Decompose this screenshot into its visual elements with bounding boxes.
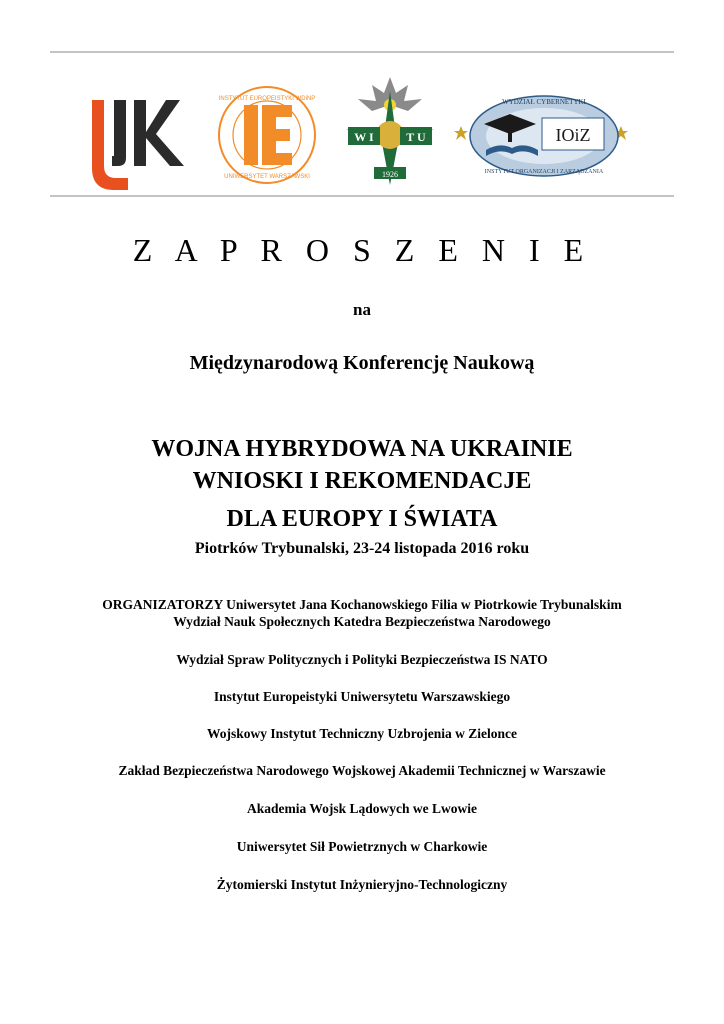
place-date: Piotrków Trybunalski, 23-24 listopada 2016 roku xyxy=(194,540,530,557)
organizer-line: Wydział Nauk Społecznych Katedra Bezpieczeństwa Narodowego xyxy=(173,614,551,629)
conference-topic-line: WNIOSKI I REKOMENDACJE xyxy=(192,468,532,494)
organizer-line: Wydział Spraw Politycznych i Polityki Bezpieczeństwa IS NATO xyxy=(176,652,548,667)
conference-topic-line: WOJNA HYBRYDOWA NA UKRAINIE xyxy=(151,436,573,462)
header-divider xyxy=(50,195,674,197)
conference-type: Międzynarodową Konferencję Naukową xyxy=(189,352,535,374)
top-divider xyxy=(50,51,674,53)
organizer-line: Wojskowy Instytut Techniczny Uzbrojenia w Zielonce xyxy=(207,726,517,741)
ioiz-logo xyxy=(460,90,628,180)
svg-text:1926: 1926 xyxy=(382,170,398,179)
svg-text:INSTYTUT EUROPEISTYKI WDiNP: INSTYTUT EUROPEISTYKI WDiNP xyxy=(218,96,316,102)
svg-text:UNIWERSYTET WARSZAWSKI: UNIWERSYTET WARSZAWSKI xyxy=(224,174,310,180)
na-label: na xyxy=(353,300,371,319)
svg-text:WYDZIAŁ CYBERNETYKI: WYDZIAŁ CYBERNETYKI xyxy=(502,98,586,106)
organizer-line: Żytomierski Instytut Inżynieryjno-Technologiczny xyxy=(216,877,508,892)
witu-logo xyxy=(332,73,448,193)
ujk-logo xyxy=(84,96,188,192)
organizer-line: ORGANIZATORZY Uniwersytet Jana Kochanowskiego Filia w Piotrkowie Trybunalskim xyxy=(102,597,622,612)
svg-text:W I: W I xyxy=(354,130,374,144)
invitation-title: Z A P R O S Z E N I E xyxy=(132,232,592,268)
organizer-line: Uniwersytet Sił Powietrznych w Charkowie xyxy=(236,839,488,854)
svg-text:IOiZ: IOiZ xyxy=(555,125,591,145)
svg-text:T U: T U xyxy=(406,130,426,144)
organizer-line: Akademia Wojsk Lądowych we Lwowie xyxy=(246,801,478,816)
svg-text:INSTYTUT ORGANIZACJI I ZARZĄDZ: INSTYTUT ORGANIZACJI I ZARZĄDZANIA xyxy=(484,169,604,175)
instytut-europeistyki-logo xyxy=(208,85,326,185)
conference-topic-line: DLA EUROPY I ŚWIATA xyxy=(226,506,498,532)
organizer-line: Zakład Bezpieczeństwa Narodowego Wojskowej Akademii Technicznej w Warszawie xyxy=(118,763,606,778)
organizer-line: Instytut Europeistyki Uniwersytetu Warszawskiego xyxy=(213,689,511,704)
